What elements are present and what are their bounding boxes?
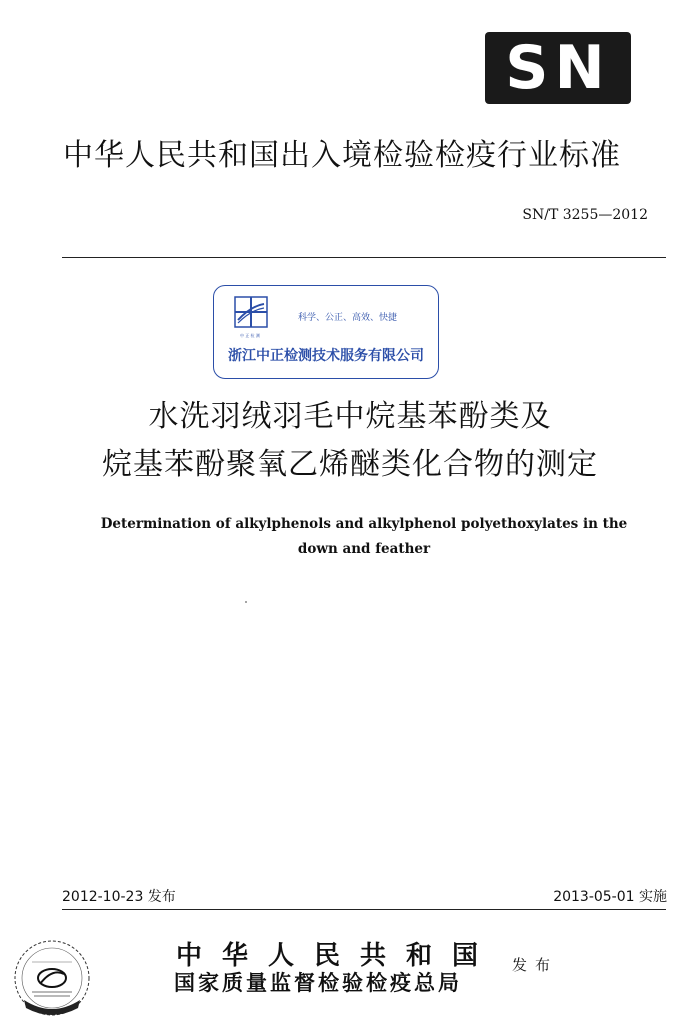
logo-text: SN xyxy=(505,33,611,103)
chinese-title xyxy=(60,393,640,489)
effective-date: 2013-05-01 实施 xyxy=(553,889,667,905)
chinese-title-line-2: 烷基苯酚聚氧乙烯醚类化合物的测定 xyxy=(102,447,598,482)
english-title xyxy=(90,512,638,562)
english-title-line-1: Determination of alkylphenols and alkylphenol polyethoxylates in the xyxy=(100,516,628,532)
stamp-slogan: 科学、公正、高效、快捷 xyxy=(298,313,398,323)
anti-counterfeit-seal-icon xyxy=(12,938,92,1018)
stamp-company-name: 浙江中正检测技术服务有限公司 xyxy=(228,348,424,364)
issuer-line-2: 国家质量监督检验检疫总局 xyxy=(174,970,462,995)
company-stamp xyxy=(213,285,439,379)
stamp-small-text: 中 正 检 测 xyxy=(240,333,260,338)
header-divider xyxy=(62,257,666,258)
issue-date: 2012-10-23 发布 xyxy=(62,889,176,905)
footer-divider xyxy=(62,909,666,910)
company-emblem-icon xyxy=(234,296,268,328)
chinese-title-line-1: 水洗羽绒羽毛中烷基苯酚类及 xyxy=(148,399,552,434)
issuer-line-1: 中华人民共和国 xyxy=(176,941,499,971)
sn-logo xyxy=(485,32,631,104)
english-title-line-2: down and feather xyxy=(297,541,431,557)
standard-number: SN/T 3255—2012 xyxy=(522,207,648,223)
speck xyxy=(245,601,247,603)
industry-standard-title: 中华人民共和国出入境检验检疫行业标准 xyxy=(63,138,621,173)
publish-label: 发布 xyxy=(512,956,559,974)
